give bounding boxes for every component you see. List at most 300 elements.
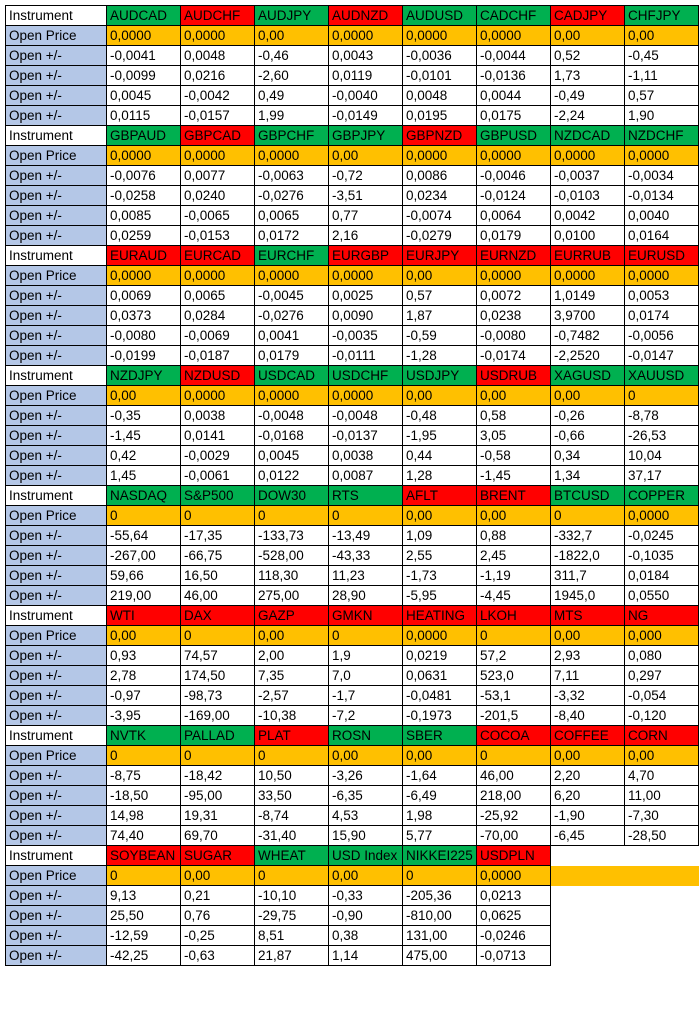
instrument-name: COCOA: [477, 726, 551, 746]
open-change-value: -31,40: [255, 826, 329, 846]
open-price-value: 0: [403, 866, 477, 886]
open-price-value: 0,00: [551, 746, 625, 766]
open-price-value: 0,0000: [107, 26, 181, 46]
open-change-value: -6,35: [329, 786, 403, 806]
open-change-value: 0,0090: [329, 306, 403, 326]
open-change-value: 25,50: [107, 906, 181, 926]
instrument-name: ROSN: [329, 726, 403, 746]
instrument-header-row: [6, 726, 699, 746]
open-change-value: -0,46: [255, 46, 329, 66]
open-price-value: 0,000: [625, 626, 699, 646]
open-change-label: Open +/-: [6, 346, 107, 366]
open-change-value: 0,0044: [477, 86, 551, 106]
open-change-value: -1,64: [403, 766, 477, 786]
open-change-value: 0,0240: [181, 186, 255, 206]
empty-cell: [625, 886, 699, 906]
open-change-value: -0,59: [403, 326, 477, 346]
open-change-label: Open +/-: [6, 586, 107, 606]
open-change-label: Open +/-: [6, 566, 107, 586]
open-change-value: -3,95: [107, 706, 181, 726]
instrument-name: BTCUSD: [551, 486, 625, 506]
open-change-value: -0,0276: [255, 306, 329, 326]
instrument-name: PLAT: [255, 726, 329, 746]
open-price-value: 0,00: [181, 866, 255, 886]
open-price-value: 0: [255, 866, 329, 886]
instrument-name: EURAUD: [107, 246, 181, 266]
open-price-label: Open Price: [6, 626, 107, 646]
open-change-value: 1,09: [403, 526, 477, 546]
open-change-value: -0,0040: [329, 86, 403, 106]
open-change-value: 7,11: [551, 666, 625, 686]
open-change-value: 0,0238: [477, 306, 551, 326]
open-change-value: -0,48: [403, 406, 477, 426]
open-price-value: 0: [477, 746, 551, 766]
open-price-value: 0,00: [403, 506, 477, 526]
open-change-value: -0,0713: [477, 946, 551, 966]
open-change-value: -0,35: [107, 406, 181, 426]
open-price-row: [6, 746, 699, 766]
open-change-value: -43,33: [329, 546, 403, 566]
instrument-name: GBPCHF: [255, 126, 329, 146]
open-change-value: 28,90: [329, 586, 403, 606]
open-price-label: Open Price: [6, 746, 107, 766]
open-change-value: -53,1: [477, 686, 551, 706]
open-change-value: -528,00: [255, 546, 329, 566]
instrument-name: CADJPY: [551, 6, 625, 26]
open-change-value: -1,45: [477, 466, 551, 486]
open-change-value: 0,0069: [107, 286, 181, 306]
open-change-label: Open +/-: [6, 446, 107, 466]
open-change-value: 0,0631: [403, 666, 477, 686]
open-change-value: -0,0048: [255, 406, 329, 426]
open-change-value: 131,00: [403, 926, 477, 946]
open-price-row: [6, 506, 699, 526]
empty-cell: [625, 946, 699, 966]
open-price-value: 0,0000: [107, 146, 181, 166]
open-change-label: Open +/-: [6, 406, 107, 426]
open-change-value: -6,49: [403, 786, 477, 806]
open-change-value: 10,04: [625, 446, 699, 466]
open-change-value: -0,66: [551, 426, 625, 446]
open-change-value: 1,90: [625, 106, 699, 126]
open-change-value: 0,0043: [329, 46, 403, 66]
open-change-label: Open +/-: [6, 766, 107, 786]
open-change-row: [6, 306, 699, 326]
open-price-value: 0,00: [329, 746, 403, 766]
open-change-row: [6, 86, 699, 106]
open-price-value: 0: [107, 746, 181, 766]
open-change-value: 10,50: [255, 766, 329, 786]
open-price-value: 0,00: [625, 26, 699, 46]
instrument-name: GBPNZD: [403, 126, 477, 146]
open-change-value: 0,0065: [181, 286, 255, 306]
open-change-value: 0,297: [625, 666, 699, 686]
open-price-value: 0: [625, 386, 699, 406]
open-change-value: -0,0124: [477, 186, 551, 206]
open-change-value: 0,0625: [477, 906, 551, 926]
open-price-value: 0: [551, 506, 625, 526]
open-change-value: 0,0045: [255, 446, 329, 466]
instrument-header-row: [6, 606, 699, 626]
open-change-row: [6, 566, 699, 586]
open-change-row: [6, 166, 699, 186]
open-change-value: -0,63: [181, 946, 255, 966]
open-change-value: 2,45: [477, 546, 551, 566]
open-change-label: Open +/-: [6, 326, 107, 346]
open-change-value: 218,00: [477, 786, 551, 806]
open-price-value: 0,00: [329, 146, 403, 166]
open-change-value: 0,0065: [255, 206, 329, 226]
open-price-value: 0,0000: [255, 146, 329, 166]
open-price-value: 0,0000: [477, 146, 551, 166]
open-change-value: -1,11: [625, 66, 699, 86]
open-change-value: -267,00: [107, 546, 181, 566]
open-change-value: 0,0045: [107, 86, 181, 106]
instrument-label: Instrument: [6, 126, 107, 146]
open-price-row: [6, 866, 699, 886]
open-change-value: -1,73: [403, 566, 477, 586]
open-price-value: 0,00: [625, 746, 699, 766]
open-change-value: 4,53: [329, 806, 403, 826]
open-change-value: 0,0072: [477, 286, 551, 306]
open-price-value: 0: [181, 506, 255, 526]
open-change-value: -0,0035: [329, 326, 403, 346]
open-change-value: 0,0195: [403, 106, 477, 126]
open-price-value: 0,00: [551, 386, 625, 406]
open-change-value: 0,0086: [403, 166, 477, 186]
open-change-value: 0,58: [477, 406, 551, 426]
instrument-name: AUDUSD: [403, 6, 477, 26]
open-price-value: 0,0000: [255, 386, 329, 406]
open-change-value: 0,57: [625, 86, 699, 106]
open-change-row: [6, 946, 699, 966]
open-price-value: 0: [181, 746, 255, 766]
instrument-name: NIKKEI225: [403, 846, 477, 866]
open-change-label: Open +/-: [6, 226, 107, 246]
open-change-value: 0,76: [181, 906, 255, 926]
open-change-value: 0,34: [551, 446, 625, 466]
open-change-value: -0,0080: [107, 326, 181, 346]
open-change-value: 1,99: [255, 106, 329, 126]
open-change-value: 0,0064: [477, 206, 551, 226]
open-change-value: -810,00: [403, 906, 477, 926]
open-change-value: 11,00: [625, 786, 699, 806]
open-change-value: -8,78: [625, 406, 699, 426]
instrument-name: EURGBP: [329, 246, 403, 266]
open-change-value: 11,23: [329, 566, 403, 586]
open-change-label: Open +/-: [6, 666, 107, 686]
open-change-value: 0,0550: [625, 586, 699, 606]
open-change-value: -0,0147: [625, 346, 699, 366]
open-change-value: 7,0: [329, 666, 403, 686]
open-change-label: Open +/-: [6, 806, 107, 826]
open-change-row: [6, 66, 699, 86]
open-change-value: -0,0153: [181, 226, 255, 246]
instrument-name: AUDNZD: [329, 6, 403, 26]
open-change-value: 0,0373: [107, 306, 181, 326]
open-change-value: 0,77: [329, 206, 403, 226]
open-change-value: -7,2: [329, 706, 403, 726]
open-change-value: -0,0036: [403, 46, 477, 66]
open-change-value: -0,0103: [551, 186, 625, 206]
empty-cell: [551, 926, 625, 946]
open-change-value: 0,0172: [255, 226, 329, 246]
open-change-value: 1,0149: [551, 286, 625, 306]
open-price-value: 0: [181, 626, 255, 646]
open-change-value: -0,72: [329, 166, 403, 186]
open-change-value: 0,0219: [403, 646, 477, 666]
instrument-name: EURCHF: [255, 246, 329, 266]
open-price-value: 0,00: [403, 746, 477, 766]
instrument-name: USDCAD: [255, 366, 329, 386]
instrument-name: GBPCAD: [181, 126, 255, 146]
open-change-value: 59,66: [107, 566, 181, 586]
open-price-value: 0: [255, 746, 329, 766]
open-change-value: 0,0234: [403, 186, 477, 206]
open-change-row: [6, 286, 699, 306]
open-change-value: -0,120: [625, 706, 699, 726]
open-change-row: [6, 546, 699, 566]
open-change-label: Open +/-: [6, 206, 107, 226]
open-change-value: -0,0076: [107, 166, 181, 186]
open-change-row: [6, 666, 699, 686]
open-change-value: 0,0115: [107, 106, 181, 126]
open-change-value: -0,0258: [107, 186, 181, 206]
empty-cell: [625, 906, 699, 926]
open-change-value: 1,9: [329, 646, 403, 666]
open-price-value: 0: [329, 626, 403, 646]
open-change-value: -0,0481: [403, 686, 477, 706]
open-change-row: [6, 806, 699, 826]
instrument-header-row: [6, 366, 699, 386]
empty-cell: [551, 866, 625, 886]
open-change-value: -0,1973: [403, 706, 477, 726]
open-change-value: -0,0187: [181, 346, 255, 366]
open-change-value: 21,87: [255, 946, 329, 966]
open-change-label: Open +/-: [6, 926, 107, 946]
open-change-value: -0,0074: [403, 206, 477, 226]
open-change-value: -0,0199: [107, 346, 181, 366]
open-change-value: 2,78: [107, 666, 181, 686]
instrument-name: XAGUSD: [551, 366, 625, 386]
open-change-value: 69,70: [181, 826, 255, 846]
instrument-name: WTI: [107, 606, 181, 626]
open-change-value: -55,64: [107, 526, 181, 546]
open-change-value: -0,33: [329, 886, 403, 906]
open-change-value: -0,49: [551, 86, 625, 106]
open-price-row: [6, 146, 699, 166]
open-price-value: 0,00: [255, 26, 329, 46]
open-change-value: -13,49: [329, 526, 403, 546]
open-price-value: 0,0000: [625, 146, 699, 166]
instrument-name: GBPAUD: [107, 126, 181, 146]
open-change-value: 0,0041: [255, 326, 329, 346]
open-change-value: -205,36: [403, 886, 477, 906]
instrument-label: Instrument: [6, 726, 107, 746]
open-change-label: Open +/-: [6, 646, 107, 666]
open-change-value: -0,0174: [477, 346, 551, 366]
open-price-value: 0,00: [477, 386, 551, 406]
open-change-value: 14,98: [107, 806, 181, 826]
open-change-value: -42,25: [107, 946, 181, 966]
open-price-label: Open Price: [6, 266, 107, 286]
instrument-header-row: [6, 486, 699, 506]
open-change-value: 0,0141: [181, 426, 255, 446]
open-change-value: -29,75: [255, 906, 329, 926]
open-change-value: -169,00: [181, 706, 255, 726]
open-change-value: -0,0048: [329, 406, 403, 426]
open-change-value: 2,20: [551, 766, 625, 786]
open-price-label: Open Price: [6, 866, 107, 886]
open-change-value: -0,0029: [181, 446, 255, 466]
open-change-value: -3,26: [329, 766, 403, 786]
open-price-row: [6, 386, 699, 406]
instrument-label: Instrument: [6, 486, 107, 506]
open-change-value: 74,57: [181, 646, 255, 666]
open-change-value: -0,1035: [625, 546, 699, 566]
open-change-value: -0,0279: [403, 226, 477, 246]
open-price-value: 0,0000: [625, 506, 699, 526]
open-change-value: -201,5: [477, 706, 551, 726]
instrument-label: Instrument: [6, 846, 107, 866]
open-change-row: [6, 926, 699, 946]
open-change-value: 5,77: [403, 826, 477, 846]
open-price-value: 0,00: [477, 506, 551, 526]
open-change-label: Open +/-: [6, 106, 107, 126]
instrument-name: BRENT: [477, 486, 551, 506]
open-change-label: Open +/-: [6, 66, 107, 86]
instrument-header-row: [6, 846, 699, 866]
open-change-value: -0,0101: [403, 66, 477, 86]
open-change-value: 7,35: [255, 666, 329, 686]
instrument-label: Instrument: [6, 246, 107, 266]
open-change-value: -133,73: [255, 526, 329, 546]
open-change-value: -1,90: [551, 806, 625, 826]
open-change-value: 0,0100: [551, 226, 625, 246]
open-change-value: -18,50: [107, 786, 181, 806]
empty-cell: [551, 846, 625, 866]
open-price-value: 0,0000: [181, 386, 255, 406]
open-price-value: 0,00: [107, 626, 181, 646]
open-change-value: 0,21: [181, 886, 255, 906]
open-price-value: 0,0000: [107, 266, 181, 286]
open-price-value: 0,00: [551, 26, 625, 46]
open-change-value: 0,0087: [329, 466, 403, 486]
open-change-label: Open +/-: [6, 426, 107, 446]
instrument-header-row: [6, 246, 699, 266]
open-change-row: [6, 586, 699, 606]
open-change-value: -98,73: [181, 686, 255, 706]
open-change-value: -28,50: [625, 826, 699, 846]
open-change-row: [6, 206, 699, 226]
instrument-header-row: [6, 6, 699, 26]
open-change-value: 16,50: [181, 566, 255, 586]
open-change-value: 0,0042: [551, 206, 625, 226]
open-change-value: -17,35: [181, 526, 255, 546]
open-change-label: Open +/-: [6, 166, 107, 186]
instrument-name: NASDAQ: [107, 486, 181, 506]
empty-cell: [551, 906, 625, 926]
instrument-name: EURNZD: [477, 246, 551, 266]
open-change-value: 0,38: [329, 926, 403, 946]
open-change-value: -1,28: [403, 346, 477, 366]
open-change-label: Open +/-: [6, 886, 107, 906]
open-change-value: -0,0063: [255, 166, 329, 186]
empty-cell: [551, 946, 625, 966]
open-change-value: -0,0099: [107, 66, 181, 86]
open-change-value: -2,60: [255, 66, 329, 86]
open-change-label: Open +/-: [6, 906, 107, 926]
open-change-value: -0,90: [329, 906, 403, 926]
open-price-value: 0,0000: [625, 266, 699, 286]
instrument-name: USDCHF: [329, 366, 403, 386]
open-change-row: [6, 646, 699, 666]
open-change-value: 1,73: [551, 66, 625, 86]
open-change-value: 4,70: [625, 766, 699, 786]
instrument-name: AFLT: [403, 486, 477, 506]
instrument-name: NZDJPY: [107, 366, 181, 386]
open-change-value: -0,7482: [551, 326, 625, 346]
instrument-name: CHFJPY: [625, 6, 699, 26]
open-change-value: 2,00: [255, 646, 329, 666]
instrument-name: NVTK: [107, 726, 181, 746]
open-change-value: -332,7: [551, 526, 625, 546]
open-change-value: 57,2: [477, 646, 551, 666]
open-change-value: 311,7: [551, 566, 625, 586]
instrument-name: SUGAR: [181, 846, 255, 866]
open-change-value: 0,0085: [107, 206, 181, 226]
instrument-name: USD Index: [329, 846, 403, 866]
open-change-label: Open +/-: [6, 466, 107, 486]
open-price-value: 0,00: [329, 866, 403, 886]
open-change-row: [6, 46, 699, 66]
instrument-name: USDJPY: [403, 366, 477, 386]
open-change-value: -1,19: [477, 566, 551, 586]
open-price-value: 0,0000: [551, 266, 625, 286]
open-change-value: -10,38: [255, 706, 329, 726]
open-price-row: [6, 266, 699, 286]
open-change-label: Open +/-: [6, 186, 107, 206]
open-price-value: 0,0000: [551, 146, 625, 166]
open-price-value: 0,0000: [477, 866, 551, 886]
instrument-name: AUDCHF: [181, 6, 255, 26]
open-change-value: -0,0041: [107, 46, 181, 66]
open-change-value: 0,0048: [403, 86, 477, 106]
open-change-value: 0,0119: [329, 66, 403, 86]
open-price-label: Open Price: [6, 26, 107, 46]
open-change-value: 174,50: [181, 666, 255, 686]
instrument-name: DAX: [181, 606, 255, 626]
open-change-value: -0,0157: [181, 106, 255, 126]
instrument-name: COPPER: [625, 486, 699, 506]
instrument-name: CORN: [625, 726, 699, 746]
open-change-value: 0,0175: [477, 106, 551, 126]
open-change-value: -0,25: [181, 926, 255, 946]
open-change-value: -2,57: [255, 686, 329, 706]
instrument-label: Instrument: [6, 366, 107, 386]
instrument-name: SBER: [403, 726, 477, 746]
open-change-value: 46,00: [477, 766, 551, 786]
instrument-name: XAUUSD: [625, 366, 699, 386]
open-change-value: -8,74: [255, 806, 329, 826]
open-change-value: -0,0245: [625, 526, 699, 546]
open-change-value: 1,45: [107, 466, 181, 486]
open-change-row: [6, 346, 699, 366]
open-change-value: -0,0137: [329, 426, 403, 446]
open-change-value: 0,0174: [625, 306, 699, 326]
open-price-value: 0,00: [551, 626, 625, 646]
instrument-name: GAZP: [255, 606, 329, 626]
